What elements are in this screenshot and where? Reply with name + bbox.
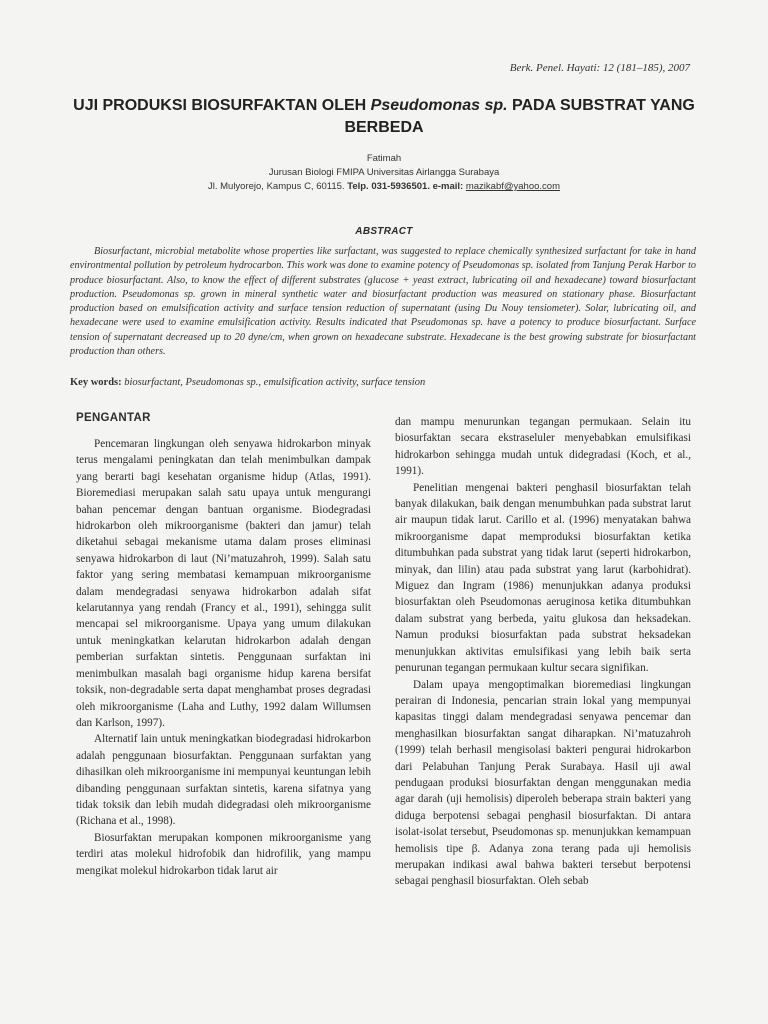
body-paragraph: Pencemaran lingkungan oleh senyawa hidrokarbon minyak terus mengalami peningkatan dan telah menimbulkan dampak yang berarti bagi kesehatan organisme hidup (Atlas, 1991). Bioremediasi merupakan salah satu upaya untuk mengurangi bahan pencemar dengan bantuan organisme. Biodegradasi hidrokarbon oleh mikroorganisme (bakteri dan jamur) telah diketahui sebagai mekanisme utama dalam proses eliminasi senyawa hidrokarbon di laut (Ni’matuzahroh, 1999). Salah satu faktor yang sering membatasi kemampuan mikroorganisme dalam mendegradasi senyawa hidrokarbon adalah sifat kelarutannya yang rendah (Francy et al., 1991), sehingga sulit mencapai sel mikroorganisme. Upaya yang umum dilakukan untuk meningkatkan kelarutan hidrokarbon adalah dengan pemberian surfaktan sintetis. Penggunaan surfaktan ini menimbulkan masalah bagi organisme hidup karena bersifat toksik, non-degradable serta dapat menghambat proses degradasi oleh mikroorganisme (Laha and Luthy, 1992 dalam Willumsen dan Karlson, 1997). <box>76 438 371 729</box>
abstract-text: Biosurfactant, microbial metabolite whose properties like surfactant, was suggested to replace chemically synthesized surfactant for take in hand environtmental pollution by petroleum hydrocarbon. This work was done to examine potency of Pseudomonas sp. isolated from Tanjung Perak Harbor to produce biosurfactant. Also, to know the effect of different substrates (glucose + yeast extract, lubricating oil and hexadecane) toward biosurfactant production. Pseudomonas sp. grown in mineral synthetic water and biosurfactant production was measured on stationary phase. Biosurfactant production based on emulsification activity and surface tension reduction of supernatant (using Du Nouy tensiometer). Solar, lubricating oil, and hexadecane were used to examine emulsification activity. Results indicated that Pseudomonas sp. have a potency to produce biosurfactant. Surface tension of supernatant decreased up to 20 dyne/cm, when grown on hexadecane substrate. Hexadecane is the best growing substrate for biosurfactant production than others. <box>70 246 696 358</box>
author-block <box>70 152 698 194</box>
right-column <box>395 414 691 890</box>
journal-reference: Berk. Penel. Hayati: 12 (181–185), 2007 <box>509 62 690 74</box>
body-paragraph: Dalam upaya mengoptimalkan bioremediasi lingkungan perairan di Indonesia, pencarian strain lokal yang mempunyai kapasitas tinggi dalam mendegradasi senyawa pencemar dan menghasilkan biosurfaktan sangat diharapkan. Ni’matuzahroh (1999) telah berhasil mengisolasi bakteri pengurai hidrokarbon dari Pelabuhan Tanjung Perak Surabaya. Hasil uji awal pendugaan produksi biosurfaktan dengan menggunakan media agar darah (uji hemolisis) diperoleh beberapa strain bakteri yang diduga berpotensi sebagai penghasil biosurfaktan. Di antara isolat-isolat tersebut, Pseudomonas sp. menunjukkan kemampuan hemolisis tipe β. Adanya zona terang pada uji hemolisis merupakan indikasi awal bahwa bakteri tersebut berpotensi sebagai penghasil biosurfaktan. Oleh sebab <box>395 678 691 888</box>
title-part-2: PADA SUBSTRAT YANG BERBEDA <box>344 97 695 136</box>
left-column <box>76 410 371 879</box>
keywords-text: biosurfactant, Pseudomonas sp., emulsification activity, surface tension <box>124 377 426 388</box>
body-paragraph: Biosurfaktan merupakan komponen mikroorganisme yang terdiri atas molekul hidrofobik dan hidrofilik, yang mampu mengikat molekul hidrokarbon tidak larut air <box>76 831 371 877</box>
keywords-label: Key words: <box>70 377 125 388</box>
author-name: Fatimah <box>366 153 402 164</box>
body-paragraph: Penelitian mengenai bakteri penghasil biosurfaktan telah banyak dilakukan, baik dengan menumbuhkan pada substrat larut air maupun tidak larut. Carillo et al. (1996) menyatakan bahwa mikroorganisme dapat memproduksi biosurfaktan ketika ditumbuhkan pada substrat yang tidak larut (seperti hidrokarbon, minyak, dan lilin) atau pada substrat yang larut (karbohidrat). Miguez dan Ingram (1986) menunjukkan adanya produksi biosurfaktan oleh Pseudomonas aeruginosa ketika ditumbuhkan dalam substrat yang berbeda, yaitu glukosa dan heksadekan. Namun produksi biosurfaktan pada substrat heksadekan menunjukkan aktivitas emulsifikasi yang lebih baik serta penurunan tegangan permukaan kultur secara signifikan. <box>395 481 691 675</box>
title-part-1: UJI PRODUKSI BIOSURFAKTAN OLEH <box>73 97 371 114</box>
author-email-link[interactable]: mazikabf@yahoo.com <box>465 181 560 192</box>
author-address: Jl. Mulyorejo, Kampus C, 60115. <box>207 181 348 192</box>
title-species: Pseudomonas sp. <box>370 97 508 114</box>
paper-title <box>70 95 698 139</box>
keywords-line <box>70 377 696 388</box>
abstract-heading: ABSTRACT <box>355 226 413 237</box>
section-heading: PENGANTAR <box>76 412 151 424</box>
body-paragraph: dan mampu menurunkan tegangan permukaan. Selain itu biosurfaktan secara ekstraseluler menyebabkan emulsifikasi hidrokarbon sehingga mudah untuk didegradasi (Koch, et al., 1991). <box>395 416 691 478</box>
author-affiliation: Jurusan Biologi FMIPA Universitas Airlangga Surabaya <box>268 167 500 178</box>
author-telp: Telp. 031-5936501. e-mail: <box>347 181 466 192</box>
body-paragraph: Alternatif lain untuk meningkatkan biodegradasi hidrokarbon adalah penggunaan biosurfaktan. Penggunaan surfaktan yang dihasilkan oleh mikroorganisme ini mempunyai keuntungan lebih dibanding penggunaan surfaktan sintetis, karena sifatnya yang tidak toksik dan lebih mudah didegradasi oleh mikroorganisme (Richana et al., 1998). <box>76 733 371 828</box>
author-contact <box>70 180 698 194</box>
